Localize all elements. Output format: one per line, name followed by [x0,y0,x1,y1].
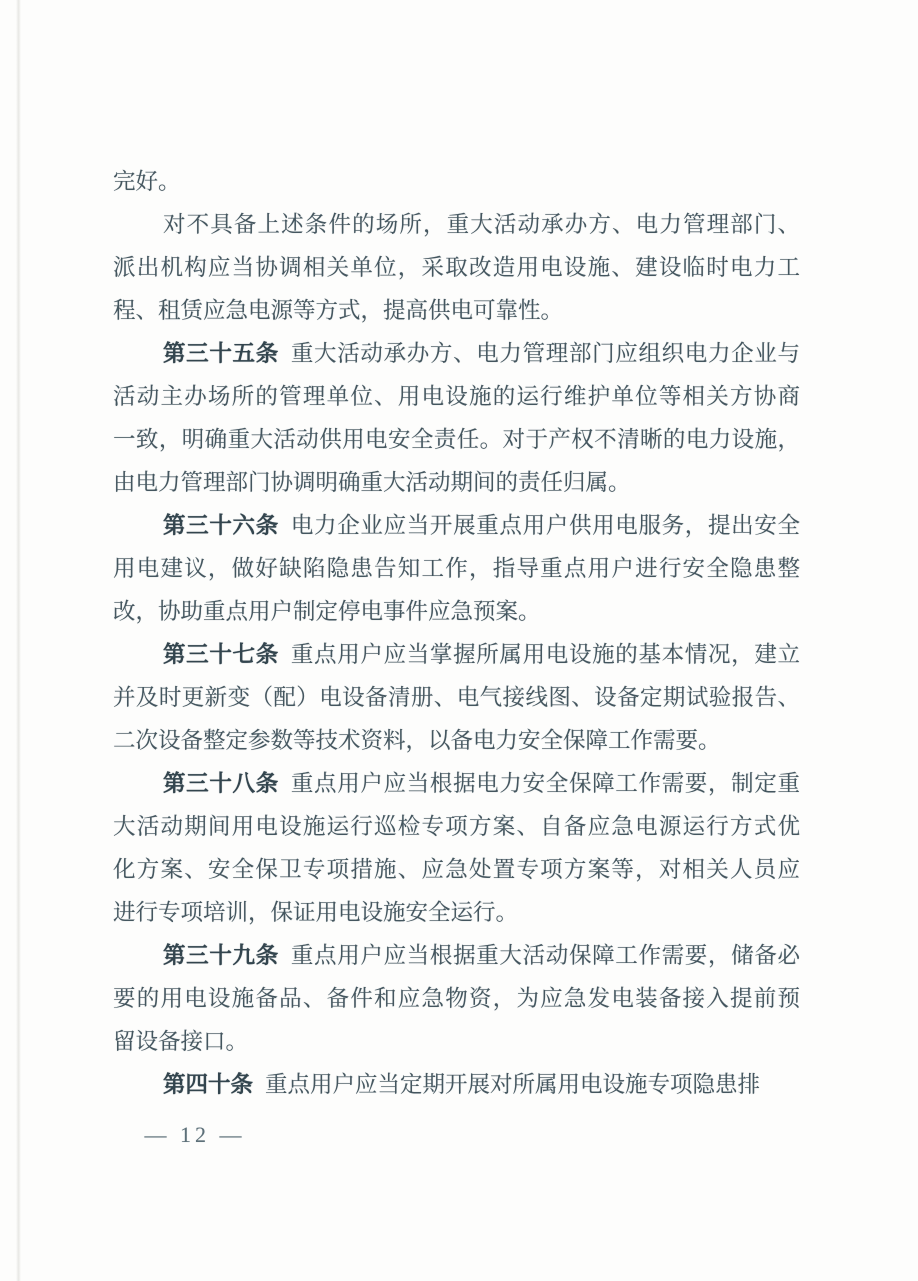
article-first-line-text: 重大活动承办方、电力管理部门应组织电力企业与 [290,341,800,366]
text-line: 化方案、安全保卫专项措施、应急处置专项方案等，对相关人员应 [113,857,800,882]
article-first-line-text: 电力企业应当开展重点用户供用电服务，提出安全 [290,513,800,538]
text-line: 留设备接口。 [113,1029,249,1054]
article-first-line-text: 重点用户应当根据重大活动保障工作需要，储备必 [290,943,800,968]
text-line: 并及时更新变（配）电设备清册、电气接线图、设备定期试验报告、 [113,685,800,710]
article-number-heading: 第三十九条 [163,943,279,968]
text-line [113,934,800,977]
text-line: 由电力管理部门协调明确重大活动期间的责任归属。 [113,470,631,495]
text-line: 完好。 [113,169,181,194]
text-line: 活动主办场所的管理单位、用电设施的运行维护单位等相关方协商 [113,384,800,409]
text-line [113,332,800,375]
article-first-line-text: 重点用户应当掌握所属用电设施的基本情况，建立 [290,642,800,667]
text-line: 大活动期间用电设施运行巡检专项方案、自备应急电源运行方式优 [113,814,800,839]
text-line: 用电建议，做好缺陷隐患告知工作，指导重点用户进行安全隐患整 [113,556,800,581]
text-line: 一致，明确重大活动供用电安全责任。对于产权不清晰的电力设施， [113,427,800,452]
page-number: — 12 — [144,1122,246,1147]
document-body [113,160,800,1106]
text-line: 二次设备整定参数等技术资料，以备电力安全保障工作需要。 [113,728,721,753]
text-line [113,633,800,676]
article-number-heading: 第三十五条 [163,341,279,366]
text-line: 程、租赁应急电源等方式，提高供电可靠性。 [113,298,564,323]
article-number-heading: 第三十六条 [163,513,279,538]
text-line [113,504,800,547]
article-number-heading: 第四十条 [163,1072,254,1097]
text-line [113,1063,800,1106]
article-number-heading: 第三十七条 [163,642,279,667]
text-line: 派出机构应当协调相关单位，采取改造用电设施、建设临时电力工 [113,255,800,280]
text-line: 改，协助重点用户制定停电事件应急预案。 [113,599,541,624]
scan-edge-artifact [16,0,21,1281]
text-line: 进行专项培训，保证用电设施安全运行。 [113,900,519,925]
article-first-line-text: 重点用户应当根据电力安全保障工作需要，制定重 [290,771,800,796]
text-line [113,762,800,805]
article-first-line-text: 重点用户应当定期开展对所属用电设施专项隐患排 [265,1072,761,1097]
text-line: 要的用电设施备品、备件和应急物资，为应急发电装备接入提前预 [113,986,800,1011]
text-line: 对不具备上述条件的场所，重大活动承办方、电力管理部门、 [163,212,800,237]
article-number-heading: 第三十八条 [163,771,279,796]
